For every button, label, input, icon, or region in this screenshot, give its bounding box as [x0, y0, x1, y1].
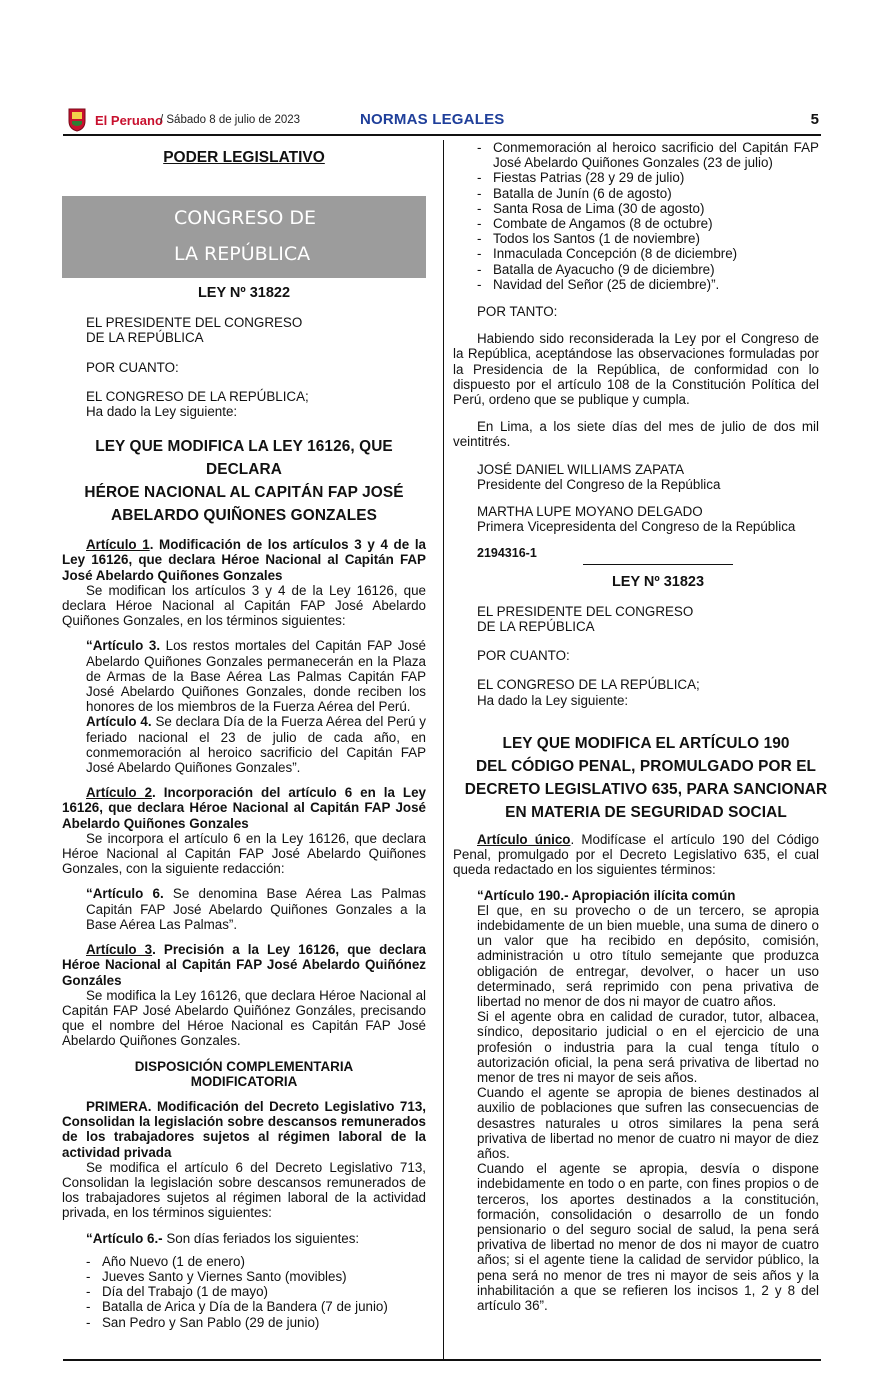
law-title-2-line-1: LEY QUE MODIFICA EL ARTÍCULO 190	[502, 734, 790, 752]
signatory-1-role: Presidente del Congreso de la República	[477, 476, 721, 492]
article-6-text: Son días feriados los siguientes:	[162, 1230, 360, 1246]
congreso-line: EL CONGRESO DE LA REPÚBLICA;	[86, 388, 309, 404]
quote-article-3	[62, 638, 426, 714]
document-code: 2194316-1	[477, 546, 537, 561]
articulo-unico-text: . Modifícase el artículo 190 del Código Penal, promulgado por el Decreto Legislativo 635, el cual queda redactado en los siguientes términos:	[453, 831, 820, 878]
article-2-label: Artículo 2	[86, 785, 153, 801]
article-190-paragraph-2: Si el agente obra en calidad de curador, tutor, albacea, síndico, depositario judicial o en el ejercicio de una profesión o industria para la cual tenga título o autorización oficial, la pena será privativa de libertad no menor de tres ni mayor de seis años.	[477, 1009, 819, 1085]
signatory-2-name: MARTHA LUPE MOYANO DELGADO	[477, 504, 703, 520]
por-cuanto: POR CUANTO:	[86, 359, 179, 375]
left-column	[62, 150, 426, 1330]
primera-heading: PRIMERA. Modificación del Decreto Legislativo 713, Consolidan la legislación sobre descansos remunerados de los trabajadores sujetos al régimen laboral de la actividad privada	[62, 1098, 426, 1160]
list-item: - Año Nuevo (1 de enero)	[62, 1254, 426, 1269]
footer-rule	[63, 1359, 821, 1361]
section-heading: PODER LEGISLATIVO	[163, 149, 325, 166]
quote-article-4	[62, 714, 426, 775]
list-item: - Conmemoración al heroico sacrificio del Capitán FAP José Abelardo Quiñones Gonzales (23 de julio)	[453, 140, 819, 170]
article-3-title: . Precisión a la Ley 16126, que declara Héroe Nacional al Capitán FAP José Abelardo Quiñónez Gonzáles	[62, 942, 426, 988]
list-item: - Batalla de Ayacucho (9 de diciembre)	[453, 262, 819, 277]
list-item: - Navidad del Señor (25 de diciembre)”.	[453, 277, 819, 292]
disposition-heading-2: MODIFICATORIA	[190, 1073, 298, 1089]
law-title-2-line-3: DECRETO LEGISLATIVO 635, PARA SANCIONAR	[464, 780, 828, 798]
newspaper-name: El Peruano	[95, 113, 163, 128]
law-number-2: LEY Nº 31823	[611, 573, 705, 590]
article-2-title: . Incorporación del artículo 6 en la Ley 16126, que declara Héroe Nacional al Capitán FAP José Abelardo Quiñones Gonzales	[62, 785, 426, 831]
law-title-line-2: HÉROE NACIONAL AL CAPITÁN FAP JOSÉ	[84, 484, 404, 502]
issue-date: / Sábado 8 de julio de 2023	[160, 114, 301, 126]
coat-of-arms-icon	[66, 106, 88, 132]
lima-paragraph: En Lima, a los siete días del mes de julio de dos mil veintitrés.	[453, 419, 819, 450]
articulo-unico-label: Artículo único	[477, 831, 571, 847]
column-divider	[443, 140, 444, 1360]
quote-article-6-label: “Artículo 6.	[86, 886, 164, 902]
article-1-heading	[62, 537, 426, 583]
law-title-2-line-2: DEL CÓDIGO PENAL, PROMULGADO POR EL	[475, 757, 817, 775]
article-1-label: Artículo 1	[86, 537, 150, 553]
law-title-2	[463, 732, 829, 824]
page-header	[63, 104, 821, 134]
president-line-2: DE LA REPÚBLICA	[86, 330, 204, 346]
dado-line: Ha dado la Ley siguiente:	[86, 404, 238, 420]
signatory-1-name: JOSÉ DANIEL WILLIAMS ZAPATA	[477, 461, 685, 477]
list-item: - Batalla de Junín (6 de agosto)	[453, 186, 819, 201]
law-number: LEY Nº 31822	[197, 285, 291, 301]
article-6-label: “Artículo 6.-	[86, 1230, 163, 1246]
primera-text: Se modifica el artículo 6 del Decreto Legislativo 713, Consolidan la legislación sobre descansos remunerados de los trabajadores sujetos al régimen laboral de la actividad privada, en los términos siguientes:	[62, 1159, 426, 1221]
habiendo-paragraph: Habiendo sido reconsiderada la Ley por el Congreso de la República, aceptándose las observaciones formuladas por la Presidencia de la República, de conformidad con lo dispuesto por el artículo 108 de la Constitución Política del Perú, ordeno que se publique y cumpla.	[453, 331, 819, 408]
signatory-2-role: Primera Vicepresidenta del Congreso de la República	[477, 519, 796, 535]
list-item: - Batalla de Arica y Día de la Bandera (7 de junio)	[62, 1299, 426, 1314]
congreso-line-1: CONGRESO DE	[174, 207, 317, 229]
president-line-2: DE LA REPÚBLICA	[477, 619, 595, 635]
quote-article-6-text: Se denomina Base Aérea Las Palmas Capitán FAP José Abelardo Quiñones Gonzales a la Base Aérea Las Palmas”.	[86, 886, 426, 932]
article-190-paragraph-3: Cuando el agente se apropia de bienes destinados al auxilio de poblaciones que sufren las consecuencias de desastres naturales u otros similares la pena será privativa de libertad no menor de cuatro ni mayor de diez años.	[477, 1085, 819, 1161]
list-item: - Santa Rosa de Lima (30 de agosto)	[453, 201, 819, 216]
quote-article-6	[62, 886, 426, 932]
article-1-title: . Modificación de los artículos 3 y 4 de la Ley 16126, que declara Héroe Nacional al Capitán FAP José Abelardo Quiñones Gonzales	[62, 537, 426, 583]
list-item: - Todos los Santos (1 de noviembre)	[453, 231, 819, 246]
page-number: 5	[810, 111, 819, 128]
right-column	[453, 140, 828, 1313]
list-item: - Día del Trabajo (1 de mayo)	[62, 1284, 426, 1299]
president-line-1: EL PRESIDENTE DEL CONGRESO	[477, 603, 694, 619]
dado-line: Ha dado la Ley siguiente:	[477, 692, 629, 708]
article-3-heading	[62, 942, 426, 988]
list-item: - San Pedro y San Pablo (29 de junio)	[62, 1315, 426, 1330]
header-rule	[63, 134, 821, 136]
article-3-label: Artículo 3	[86, 942, 153, 958]
section-title: NORMAS LEGALES	[360, 111, 505, 128]
congreso-banner	[62, 196, 426, 278]
quote-article-4-text: Se declara Día de la Fuerza Aérea del Perú y feriado nacional el 23 de julio de cada año, en conmemoración al heroico sacrificio del Capitán FAP José Abelardo Quiñones Gonzales”.	[86, 714, 426, 776]
article-3-text: Se modifica la Ley 16126, que declara Héroe Nacional al Capitán FAP José Abelardo Quiñónez Gonzáles, precisando que el nombre del Héroe Nacional es Capitán FAP José Abelardo Quiñones Gonzales.	[62, 987, 426, 1049]
quote-article-3-text: Los restos mortales del Capitán FAP José Abelardo Quiñones Gonzales permanecerán en la Plaza de Armas de la Base Aérea Las Palmas Capitán FAP José Abelardo Quiñones Gonzales, donde reciben los honores de los miembros de la Fuerza Aérea del Perú.	[86, 638, 426, 715]
congreso-line: EL CONGRESO DE LA REPÚBLICA;	[477, 677, 700, 693]
quote-article-4-label: Artículo 4.	[86, 714, 152, 730]
list-item: - Combate de Angamos (8 de octubre)	[453, 216, 819, 231]
law-title	[62, 435, 426, 527]
article-6-intro	[62, 1231, 426, 1246]
article-2-text: Se incorpora el artículo 6 en la Ley 16126, que declara Héroe Nacional al Capitán FAP José Abelardo Quiñones Gonzales, con la siguiente redacción:	[62, 830, 426, 877]
holiday-list-right	[453, 140, 819, 292]
por-tanto: POR TANTO:	[477, 304, 558, 320]
law-title-line-1: LEY QUE MODIFICA LA LEY 16126, QUE DECLARA	[95, 438, 393, 479]
article-190-paragraph-4: Cuando el agente se apropia, desvía o dispone indebidamente en todo o en parte, con fines propios o de terceros, los aportes destinados a la constitución, formación, consolidación o desarrollo de un fondo pensionario o del seguro social de salud, la pena será privativa de libertad no menor de dos ni mayor de cuatro años; si el agente tiene la calidad de servidor público, la pena será no menor de tres ni mayor de seis años y la inhabilitación a que se refieren los incisos 1, 2 y 8 del artículo 36”.	[477, 1161, 819, 1313]
president-line-1: EL PRESIDENTE DEL CONGRESO	[86, 315, 303, 331]
article-190-paragraph-1: El que, en su provecho o de un tercero, se apropia indebidamente de un bien mueble, una suma de dinero o un valor que ha recibido en depósito, comisión, administración u otro título semejante que produzca obligación de entregar, devolver, o hacer un uso determinado, será reprimido con pena privativa de libertad no menor de dos ni mayor de cuatro años.	[477, 902, 819, 1009]
article-2-heading	[62, 785, 426, 831]
separator-rule	[583, 564, 733, 565]
list-item: - Jueves Santo y Viernes Santo (movibles)	[62, 1269, 426, 1284]
congreso-line-2: LA REPÚBLICA	[174, 243, 311, 265]
quote-article-3-label: “Artículo 3.	[86, 638, 161, 654]
list-item: - Fiestas Patrias (28 y 29 de julio)	[453, 170, 819, 185]
articulo-unico	[453, 832, 819, 878]
list-item: - Inmaculada Concepción (8 de diciembre)	[453, 246, 819, 261]
article-1-text: Se modifican los artículos 3 y 4 de la Ley 16126, que declara Héroe Nacional al Capitán FAP José Abelardo Quiñones Gonzales, en los términos siguientes:	[62, 582, 426, 629]
por-cuanto: POR CUANTO:	[477, 648, 570, 664]
law-title-2-line-4: EN MATERIA DE SEGURIDAD SOCIAL	[505, 803, 787, 821]
holiday-list-left	[62, 1254, 426, 1330]
law-title-line-3: ABELARDO QUIÑONES GONZALES	[111, 507, 377, 525]
disposition-heading-1: DISPOSICIÓN COMPLEMENTARIA	[134, 1058, 354, 1074]
article-190-heading: “Artículo 190.- Apropiación ilícita común	[477, 887, 736, 903]
